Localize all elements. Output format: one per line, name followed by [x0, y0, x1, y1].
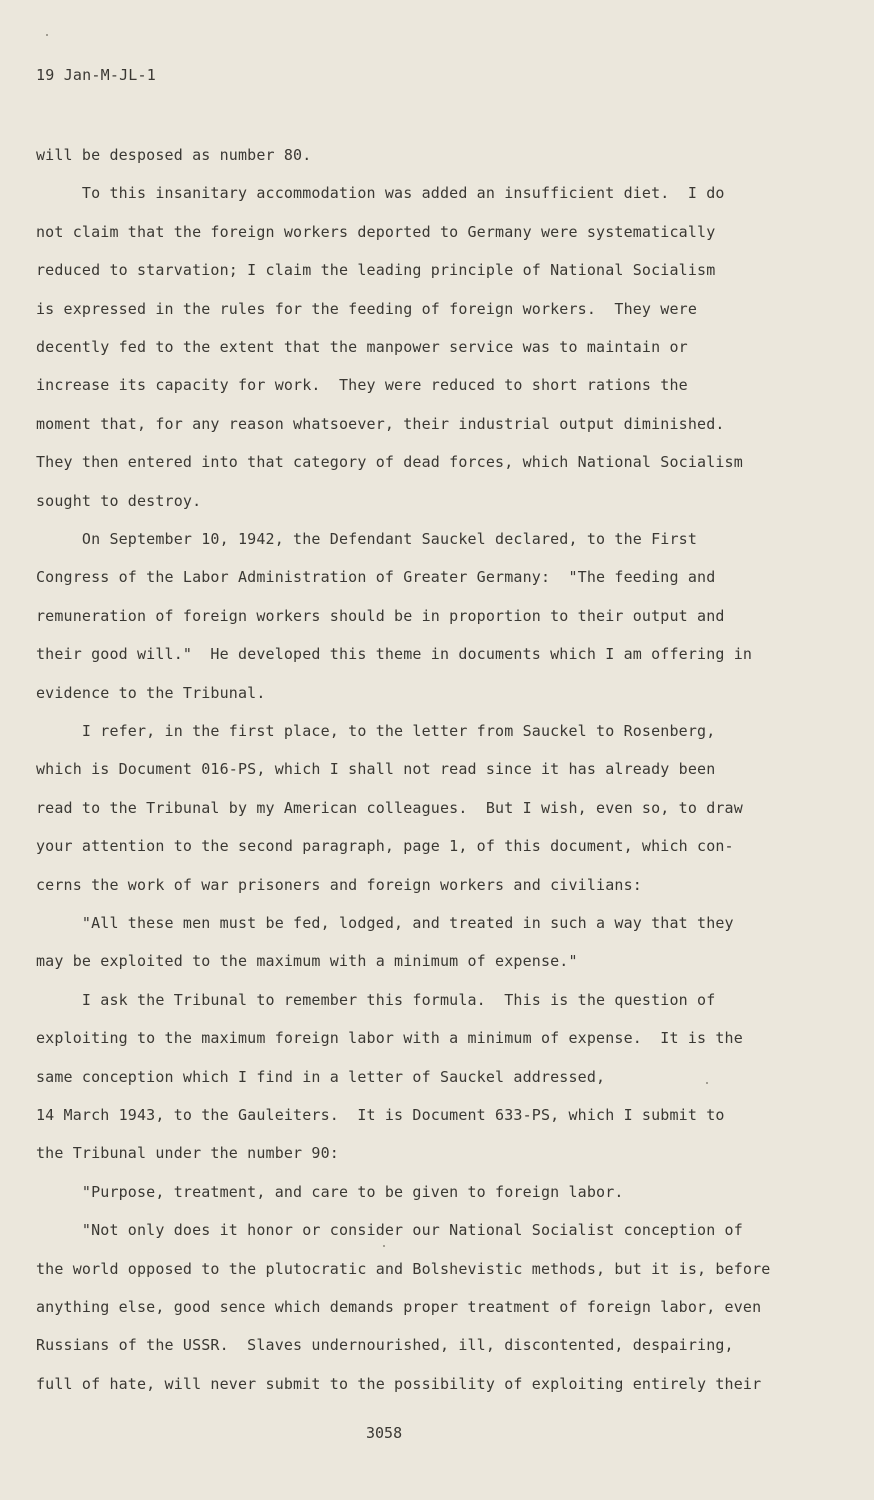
text-line: evidence to the Tribunal. [36, 684, 266, 702]
text-line: increase its capacity for work. They were reduced to short rations the [36, 376, 688, 394]
page-number: 3058 [366, 1424, 403, 1442]
text-line: Congress of the Labor Administration of Greater Germany: "The feeding and [36, 568, 716, 586]
text-line: On September 10, 1942, the Defendant Sauckel declared, to the First [36, 530, 698, 548]
paper-speck [383, 1245, 385, 1247]
text-line: may be exploited to the maximum with a minimum of expense." [36, 952, 578, 970]
text-line: To this insanitary accommodation was added an insufficient diet. I do [36, 184, 725, 202]
paper-speck [706, 1082, 708, 1084]
text-line: sought to destroy. [36, 492, 202, 510]
text-line: exploiting to the maximum foreign labor with a minimum of expense. It is the [36, 1029, 743, 1047]
text-line: same conception which I find in a letter of Sauckel addressed, [36, 1068, 606, 1086]
text-line: read to the Tribunal by my American colleagues. But I wish, even so, to draw [36, 799, 743, 817]
text-line: I refer, in the first place, to the letter from Sauckel to Rosenberg, [36, 722, 716, 740]
document-reference: 19 Jan-M-JL-1 [36, 66, 156, 84]
text-line: "Purpose, treatment, and care to be given to foreign labor. [36, 1183, 624, 1201]
text-line: moment that, for any reason whatsoever, their industrial output diminished. [36, 415, 725, 433]
text-line: will be desposed as number 80. [36, 146, 312, 164]
text-line: They then entered into that category of dead forces, which National Socialism [36, 453, 743, 471]
text-line: anything else, good sence which demands proper treatment of foreign labor, even [36, 1298, 762, 1316]
text-line: I ask the Tribunal to remember this formula. This is the question of [36, 991, 716, 1009]
text-line: reduced to starvation; I claim the leading principle of National Socialism [36, 261, 716, 279]
text-line: remuneration of foreign workers should be in proportion to their output and [36, 607, 725, 625]
text-line: Russians of the USSR. Slaves undernourished, ill, discontented, despairing, [36, 1336, 734, 1354]
text-line: your attention to the second paragraph, page 1, of this document, which con- [36, 837, 734, 855]
text-line: the world opposed to the plutocratic and Bolshevistic methods, but it is, before [36, 1260, 771, 1278]
text-line: 14 March 1943, to the Gauleiters. It is Document 633-PS, which I submit to [36, 1106, 725, 1124]
text-line: their good will." He developed this theme in documents which I am offering in [36, 645, 753, 663]
text-line: cerns the work of war prisoners and foreign workers and civilians: [36, 876, 642, 894]
text-line: the Tribunal under the number 90: [36, 1144, 339, 1162]
text-line: full of hate, will never submit to the possibility of exploiting entirely their [36, 1375, 762, 1393]
paper-speck [46, 34, 48, 36]
text-line: not claim that the foreign workers deported to Germany were systematically [36, 223, 716, 241]
text-line: "Not only does it honor or consider our National Socialist conception of [36, 1221, 743, 1239]
text-line: is expressed in the rules for the feeding of foreign workers. They were [36, 300, 698, 318]
text-line: "All these men must be fed, lodged, and treated in such a way that they [36, 914, 734, 932]
text-line: decently fed to the extent that the manpower service was to maintain or [36, 338, 688, 356]
text-line: which is Document 016-PS, which I shall not read since it has already been [36, 760, 716, 778]
